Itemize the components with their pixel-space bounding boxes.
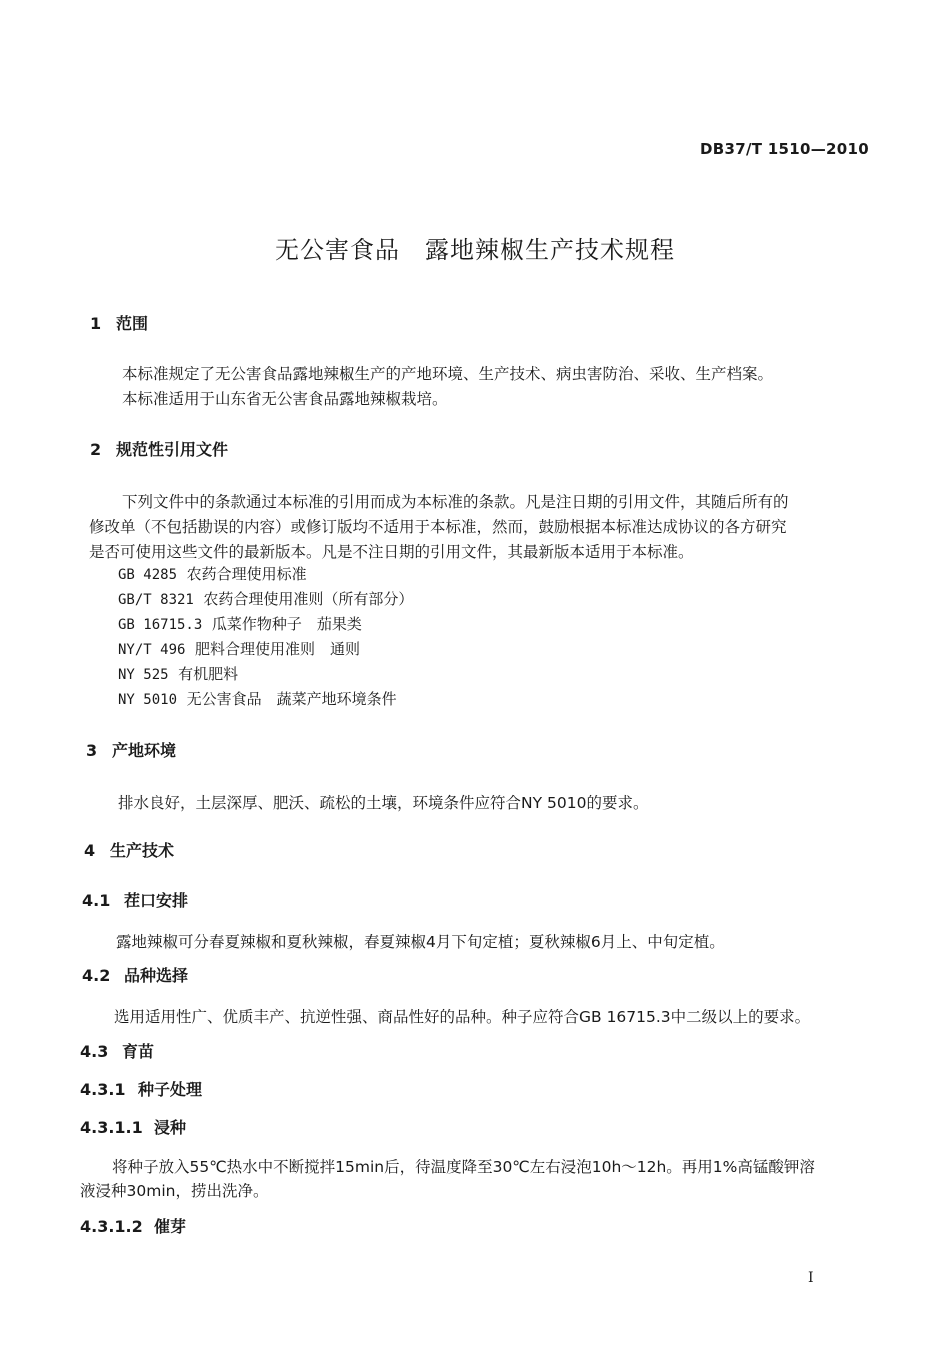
section-1-heading: [90, 311, 148, 334]
reference-item: [118, 613, 362, 634]
section-number: 1: [90, 314, 102, 333]
section-number: 4.2: [82, 966, 111, 985]
section-number: 4.3.1.2: [80, 1217, 143, 1236]
section-number: 4.3.1.1: [80, 1118, 143, 1137]
section-title: 产地环境: [112, 741, 177, 760]
section-number: 4.3: [80, 1042, 109, 1061]
reference-code: NY/T 496: [118, 642, 186, 658]
section-title: 种子处理: [138, 1080, 203, 1099]
section-number: 4.3.1: [80, 1080, 126, 1099]
reference-title: 瓜菜作物种子 茄果类: [211, 615, 362, 633]
reference-item: [118, 588, 413, 609]
reference-code: NY 525: [118, 667, 169, 683]
section-4-3-1-2-heading: [80, 1214, 186, 1237]
reference-title: 肥料合理使用准则 通则: [194, 640, 360, 658]
section-number: 2: [90, 440, 102, 459]
section-title: 范围: [116, 314, 149, 333]
reference-title: 无公害食品 蔬菜产地环境条件: [186, 690, 397, 708]
paragraph-line: 是否可使用这些文件的最新版本。凡是不注日期的引用文件，其最新版本适用于本标准。: [89, 543, 694, 561]
reference-item: [118, 638, 360, 659]
reference-title: 农药合理使用准则（所有部分）: [203, 590, 414, 608]
section-title: 浸种: [154, 1118, 187, 1137]
section-4-2-heading: [82, 963, 188, 986]
document-code: DB37/T 1510—2010: [700, 140, 869, 158]
paragraph: 本标准适用于山东省无公害食品露地辣椒栽培。: [122, 390, 448, 408]
section-title: 品种选择: [124, 966, 189, 985]
section-title: 催芽: [154, 1217, 187, 1236]
paragraph-line: 修改单（不包括勘误的内容）或修订版均不适用于本标准，然而，鼓励根据本标准达成协议的各方研究: [89, 518, 787, 536]
section-3-heading: [86, 738, 176, 761]
paragraph: 露地辣椒可分春夏辣椒和夏秋辣椒，春夏辣椒4月下旬定植；夏秋辣椒6月上、中旬定植。: [116, 933, 725, 951]
section-title: 育苗: [122, 1042, 155, 1061]
section-4-1-heading: [82, 888, 188, 911]
reference-item: [118, 688, 397, 709]
paragraph-line: 下列文件中的条款通过本标准的引用而成为本标准的条款。凡是注日期的引用文件，其随后所有的: [122, 493, 789, 511]
paragraph-line: 将种子放入55℃热水中不断搅拌15min后，待温度降至30℃左右浸泡10h～12h。再用1%高锰酸钾溶: [112, 1158, 815, 1176]
reference-code: GB 4285: [118, 567, 178, 583]
reference-item: [118, 663, 238, 684]
paragraph-line: 液浸种30min，捞出洗净。: [80, 1182, 269, 1200]
section-number: 3: [86, 741, 98, 760]
reference-item: [118, 563, 307, 584]
paragraph: 本标准规定了无公害食品露地辣椒生产的产地环境、生产技术、病虫害防治、采收、生产档案。: [122, 365, 774, 383]
paragraph: 排水良好，土层深厚、肥沃、疏松的土壤，环境条件应符合NY 5010的要求。: [118, 794, 649, 812]
page-number: I: [808, 1270, 814, 1286]
document-title: 无公害食品 露地辣椒生产技术规程: [275, 236, 675, 264]
paragraph: 选用适用性广、优质丰产、抗逆性强、商品性好的品种。种子应符合GB 16715.3中二级以上的要求。: [114, 1008, 811, 1026]
section-4-3-heading: [80, 1039, 154, 1062]
section-title: 茬口安排: [124, 891, 189, 910]
section-title: 规范性引用文件: [116, 440, 229, 459]
section-title: 生产技术: [110, 841, 175, 860]
reference-code: NY 5010: [118, 692, 178, 708]
section-number: 4.1: [82, 891, 111, 910]
section-4-heading: [84, 838, 174, 861]
reference-title: 农药合理使用标准: [186, 565, 307, 583]
section-number: 4: [84, 841, 96, 860]
reference-code: GB 16715.3: [118, 617, 203, 633]
reference-title: 有机肥料: [178, 665, 239, 683]
section-4-3-1-heading: [80, 1077, 202, 1100]
reference-code: GB/T 8321: [118, 592, 194, 608]
section-2-heading: [90, 437, 228, 460]
section-4-3-1-1-heading: [80, 1115, 186, 1138]
